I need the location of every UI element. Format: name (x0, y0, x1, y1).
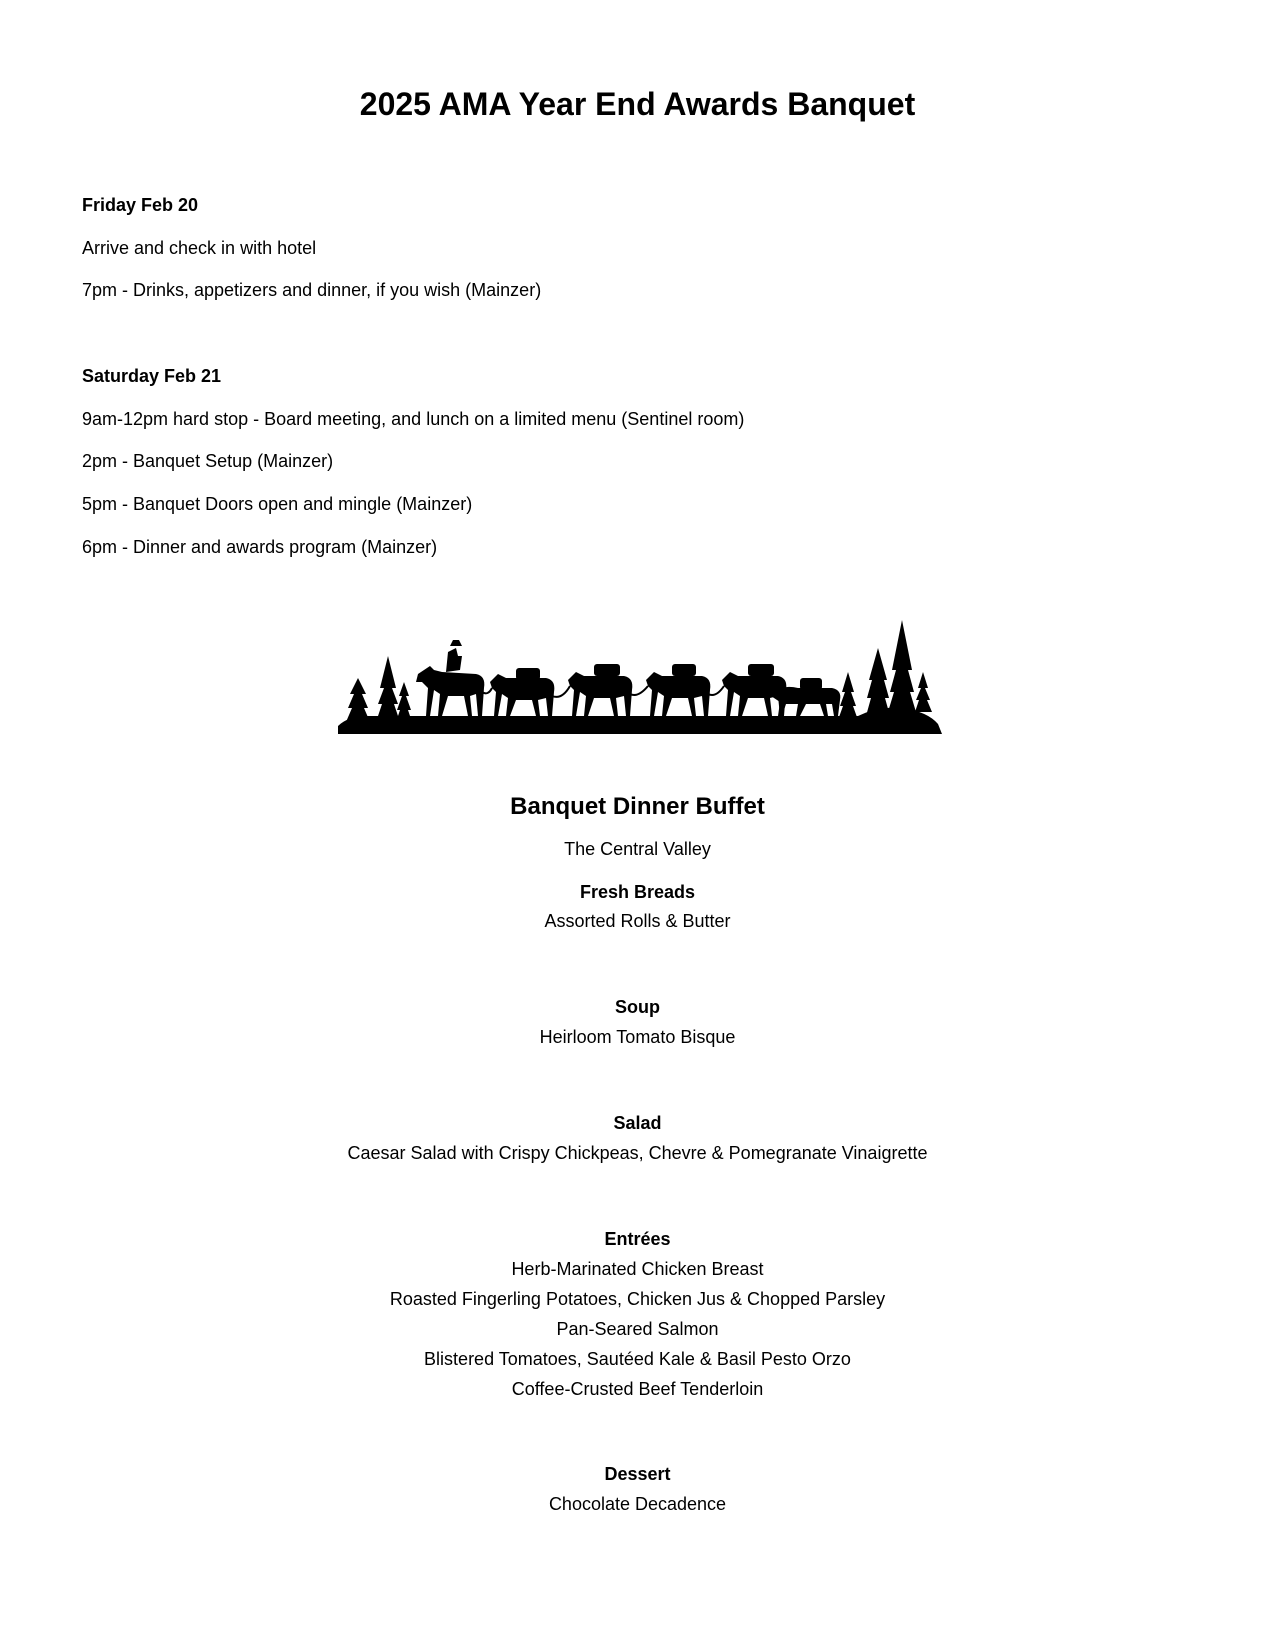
menu-item: Caesar Salad with Crispy Chickpeas, Chevre & Pomegranate Vinaigrette (347, 1143, 928, 1163)
menu-section-heading-dessert: Dessert (604, 1464, 671, 1484)
menu-item: Roasted Fingerling Potatoes, Chicken Jus & Chopped Parsley (389, 1289, 886, 1309)
pack-train-silhouette-icon (338, 612, 942, 734)
page-title: 2025 AMA Year End Awards Banquet (359, 86, 916, 122)
menu-item: Pan-Seared Salmon (556, 1319, 719, 1339)
menu-item: Chocolate Decadence (548, 1494, 727, 1514)
menu-title: Banquet Dinner Buffet (510, 793, 765, 820)
saturday-item-setup: 2pm - Banquet Setup (Mainzer) (82, 451, 334, 471)
friday-heading: Friday Feb 20 (82, 195, 199, 215)
menu-subtitle: The Central Valley (564, 839, 711, 859)
menu-section-heading-salad: Salad (613, 1113, 662, 1133)
menu-item: Heirloom Tomato Bisque (539, 1027, 736, 1047)
friday-item-checkin: Arrive and check in with hotel (82, 238, 317, 258)
menu-item: Herb-Marinated Chicken Breast (511, 1259, 764, 1279)
menu-item: Blistered Tomatoes, Sautéed Kale & Basil Pesto Orzo (424, 1349, 851, 1369)
saturday-heading: Saturday Feb 21 (82, 366, 222, 386)
menu-section-heading-breads: Fresh Breads (579, 882, 696, 902)
saturday-item-doors: 5pm - Banquet Doors open and mingle (Mainzer) (82, 494, 473, 514)
menu-section-heading-soup: Soup (615, 997, 660, 1017)
saturday-item-dinner: 6pm - Dinner and awards program (Mainzer) (82, 537, 438, 557)
menu-section-heading-entrees: Entrées (604, 1229, 671, 1249)
friday-item-drinks: 7pm - Drinks, appetizers and dinner, if you wish (Mainzer) (82, 280, 542, 300)
menu-item: Assorted Rolls & Butter (544, 911, 731, 931)
saturday-item-board-meeting: 9am-12pm hard stop - Board meeting, and lunch on a limited menu (Sentinel room) (82, 409, 745, 429)
menu-item: Coffee-Crusted Beef Tenderloin (511, 1379, 764, 1399)
